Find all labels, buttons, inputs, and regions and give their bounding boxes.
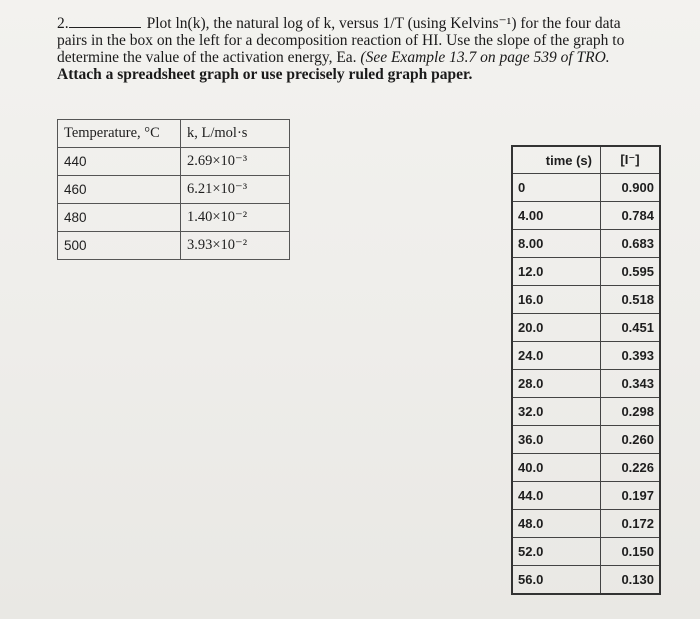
time-cell: 16.0: [512, 286, 601, 314]
time-cell: 4.00: [512, 202, 601, 230]
time-cell: 24.0: [512, 342, 601, 370]
time-cell: 0: [512, 174, 601, 202]
time-cell: 8.00: [512, 230, 601, 258]
conc-cell: 0.343: [601, 370, 661, 398]
conc-table-row: [512, 454, 660, 482]
k-cell: 6.21×10⁻³: [181, 176, 290, 204]
conc-cell: 0.260: [601, 426, 661, 454]
conc-table-row: [512, 370, 660, 398]
conc-cell: 0.298: [601, 398, 661, 426]
conc-cell: 0.518: [601, 286, 661, 314]
conc-table-row: [512, 230, 660, 258]
conc-table-row: [512, 342, 660, 370]
conc-cell: 0.683: [601, 230, 661, 258]
conc-cell: 0.393: [601, 342, 661, 370]
question-text: [57, 15, 657, 83]
conc-table-row: [512, 426, 660, 454]
time-cell: 56.0: [512, 566, 601, 595]
answer-blank: [69, 16, 141, 28]
conc-cell: 0.595: [601, 258, 661, 286]
conc-cell: 0.784: [601, 202, 661, 230]
time-cell: 32.0: [512, 398, 601, 426]
conc-table-row: [512, 538, 660, 566]
question-number: 2.: [57, 15, 69, 32]
time-cell: 28.0: [512, 370, 601, 398]
temperature-cell: 480: [58, 204, 181, 232]
conc-table-row: [512, 482, 660, 510]
question-line-3-text: determine the value of the activation energy, Ea.: [57, 49, 361, 66]
temperature-header: Temperature, °C: [58, 120, 181, 148]
iodide-header: [I⁻]: [601, 146, 661, 174]
conc-cell: 0.226: [601, 454, 661, 482]
question-line-1-text: Plot ln(k), the natural log of k, versus 1/T (using Kelvins⁻¹) for the four data: [146, 15, 621, 32]
conc-table-row: [512, 566, 660, 595]
rate-table-row: [58, 176, 290, 204]
rate-constant-table: [57, 119, 290, 260]
conc-table-row: [512, 202, 660, 230]
time-cell: 48.0: [512, 510, 601, 538]
conc-table-row: [512, 258, 660, 286]
time-cell: 52.0: [512, 538, 601, 566]
conc-table-row: [512, 510, 660, 538]
rate-table-row: [58, 204, 290, 232]
conc-table-row: [512, 398, 660, 426]
conc-cell: 0.150: [601, 538, 661, 566]
k-cell: 1.40×10⁻²: [181, 204, 290, 232]
question-line-2: pairs in the box on the left for a decomposition reaction of HI. Use the slope of the graph to: [57, 32, 625, 49]
question-line-1: [57, 15, 657, 32]
k-cell: 3.93×10⁻²: [181, 232, 290, 260]
question-line-3: [57, 49, 657, 66]
conc-table-row: [512, 174, 660, 202]
conc-cell: 0.451: [601, 314, 661, 342]
conc-table-header: [512, 146, 660, 174]
conc-cell: 0.900: [601, 174, 661, 202]
rate-table-row: [58, 232, 290, 260]
conc-table-row: [512, 286, 660, 314]
time-cell: 44.0: [512, 482, 601, 510]
rate-table-header: [58, 120, 290, 148]
k-header: k, L/mol·s: [181, 120, 290, 148]
k-cell: 2.69×10⁻³: [181, 148, 290, 176]
time-header: time (s): [512, 146, 601, 174]
temperature-cell: 460: [58, 176, 181, 204]
conc-cell: 0.172: [601, 510, 661, 538]
question-reference: (See Example 13.7 on page 539 of TRO.: [360, 49, 610, 66]
time-cell: 40.0: [512, 454, 601, 482]
conc-cell: 0.130: [601, 566, 661, 595]
temperature-cell: 500: [58, 232, 181, 260]
conc-table-row: [512, 314, 660, 342]
temperature-cell: 440: [58, 148, 181, 176]
rate-table-row: [58, 148, 290, 176]
question-line-4: Attach a spreadsheet graph or use precisely ruled graph paper.: [57, 66, 473, 83]
concentration-table: [511, 145, 661, 595]
time-cell: 20.0: [512, 314, 601, 342]
conc-cell: 0.197: [601, 482, 661, 510]
time-cell: 12.0: [512, 258, 601, 286]
time-cell: 36.0: [512, 426, 601, 454]
